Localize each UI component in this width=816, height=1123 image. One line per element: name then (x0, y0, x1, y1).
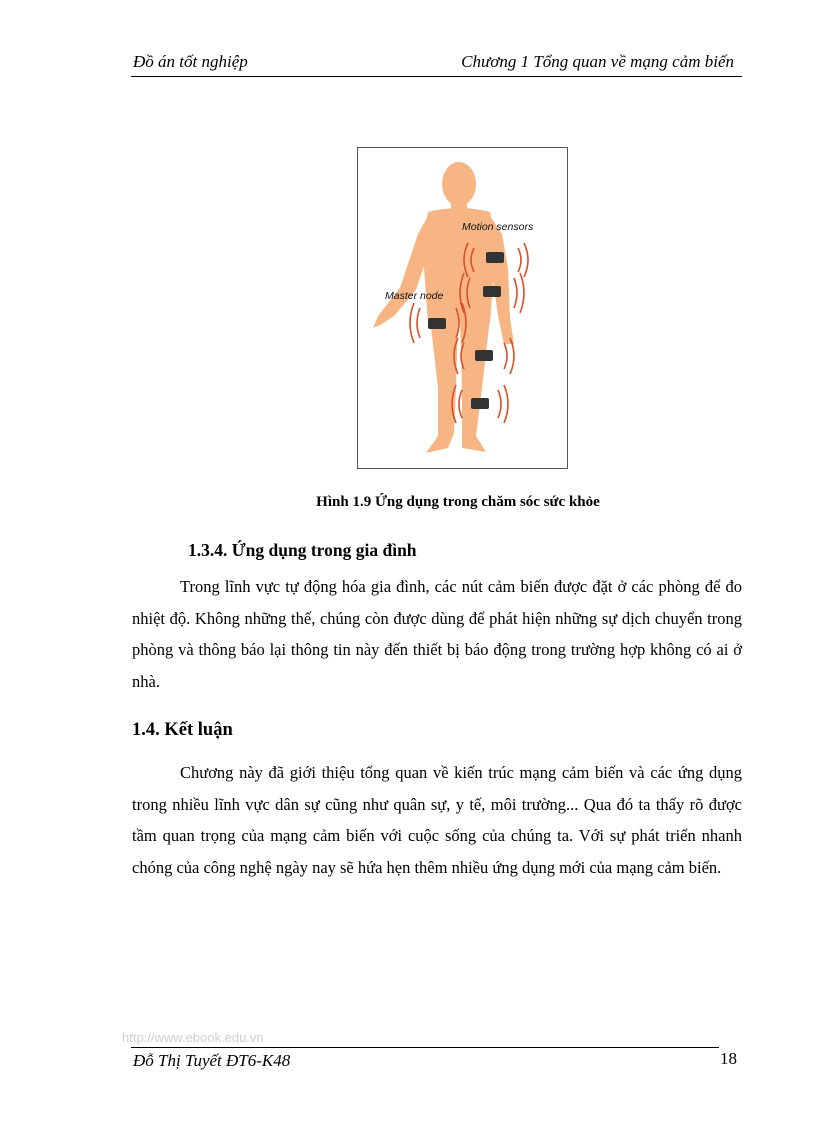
watermark-url: http://www.ebook.edu.vn (122, 1030, 264, 1045)
body-sensor-figure (357, 147, 568, 469)
motion-sensor-1 (486, 252, 504, 263)
motion-sensors-label: Motion sensors (462, 221, 534, 233)
paragraph-home-automation: Trong lĩnh vực tự động hóa gia đình, các nút cảm biến được đặt ở các phòng để đo nhiệt độ. Không những thế, chúng còn được dùng để phát hiện những sự dịch chuyển trong phòng và thông báo lại thông tin này đến thiết bị báo động trong trường hợp không có ai ở nhà. (132, 577, 742, 691)
header-chapter-title: Chương 1 Tổng quan về mạng cảm biến (461, 52, 734, 71)
master-node-sensor (428, 318, 446, 329)
figure-caption-text: Hình 1.9 Ứng dụng trong chăm sóc sức khỏe (316, 494, 600, 510)
section-heading-1-3-4: 1.3.4. Ứng dụng trong gia đình (188, 540, 417, 560)
paragraph-conclusion: Chương này đã giới thiệu tổng quan về kiến trúc mạng cảm biến và các ứng dụng trong nhiều lĩnh vực dân sự cũng như quân sự, y tế, môi trường... Qua đó ta thấy rõ được tầm quan trọng của mạng cảm biến với cuộc sống của chúng ta. Với sự phát triển nhanh chóng của công nghệ ngày nay sẽ hứa hẹn thêm nhiều ứng dụng mới của mạng cảm biến. (132, 763, 742, 877)
motion-sensor-4 (471, 398, 489, 409)
page-header (131, 50, 742, 77)
footer-divider (131, 1047, 719, 1048)
footer-author: Đỗ Thị Tuyết ĐT6-K48 (133, 1051, 291, 1070)
motion-sensor-2 (483, 286, 501, 297)
human-body-silhouette (373, 162, 514, 453)
master-node-label: Master node (385, 290, 444, 302)
figure-caption (0, 494, 816, 511)
header-left-title: Đồ án tốt nghiệp (133, 52, 248, 71)
section-heading-1-4: 1.4. Kết luận (132, 720, 233, 740)
body-sensor-illustration (358, 148, 567, 468)
motion-sensor-3 (475, 350, 493, 361)
page-number: 18 (720, 1049, 737, 1068)
